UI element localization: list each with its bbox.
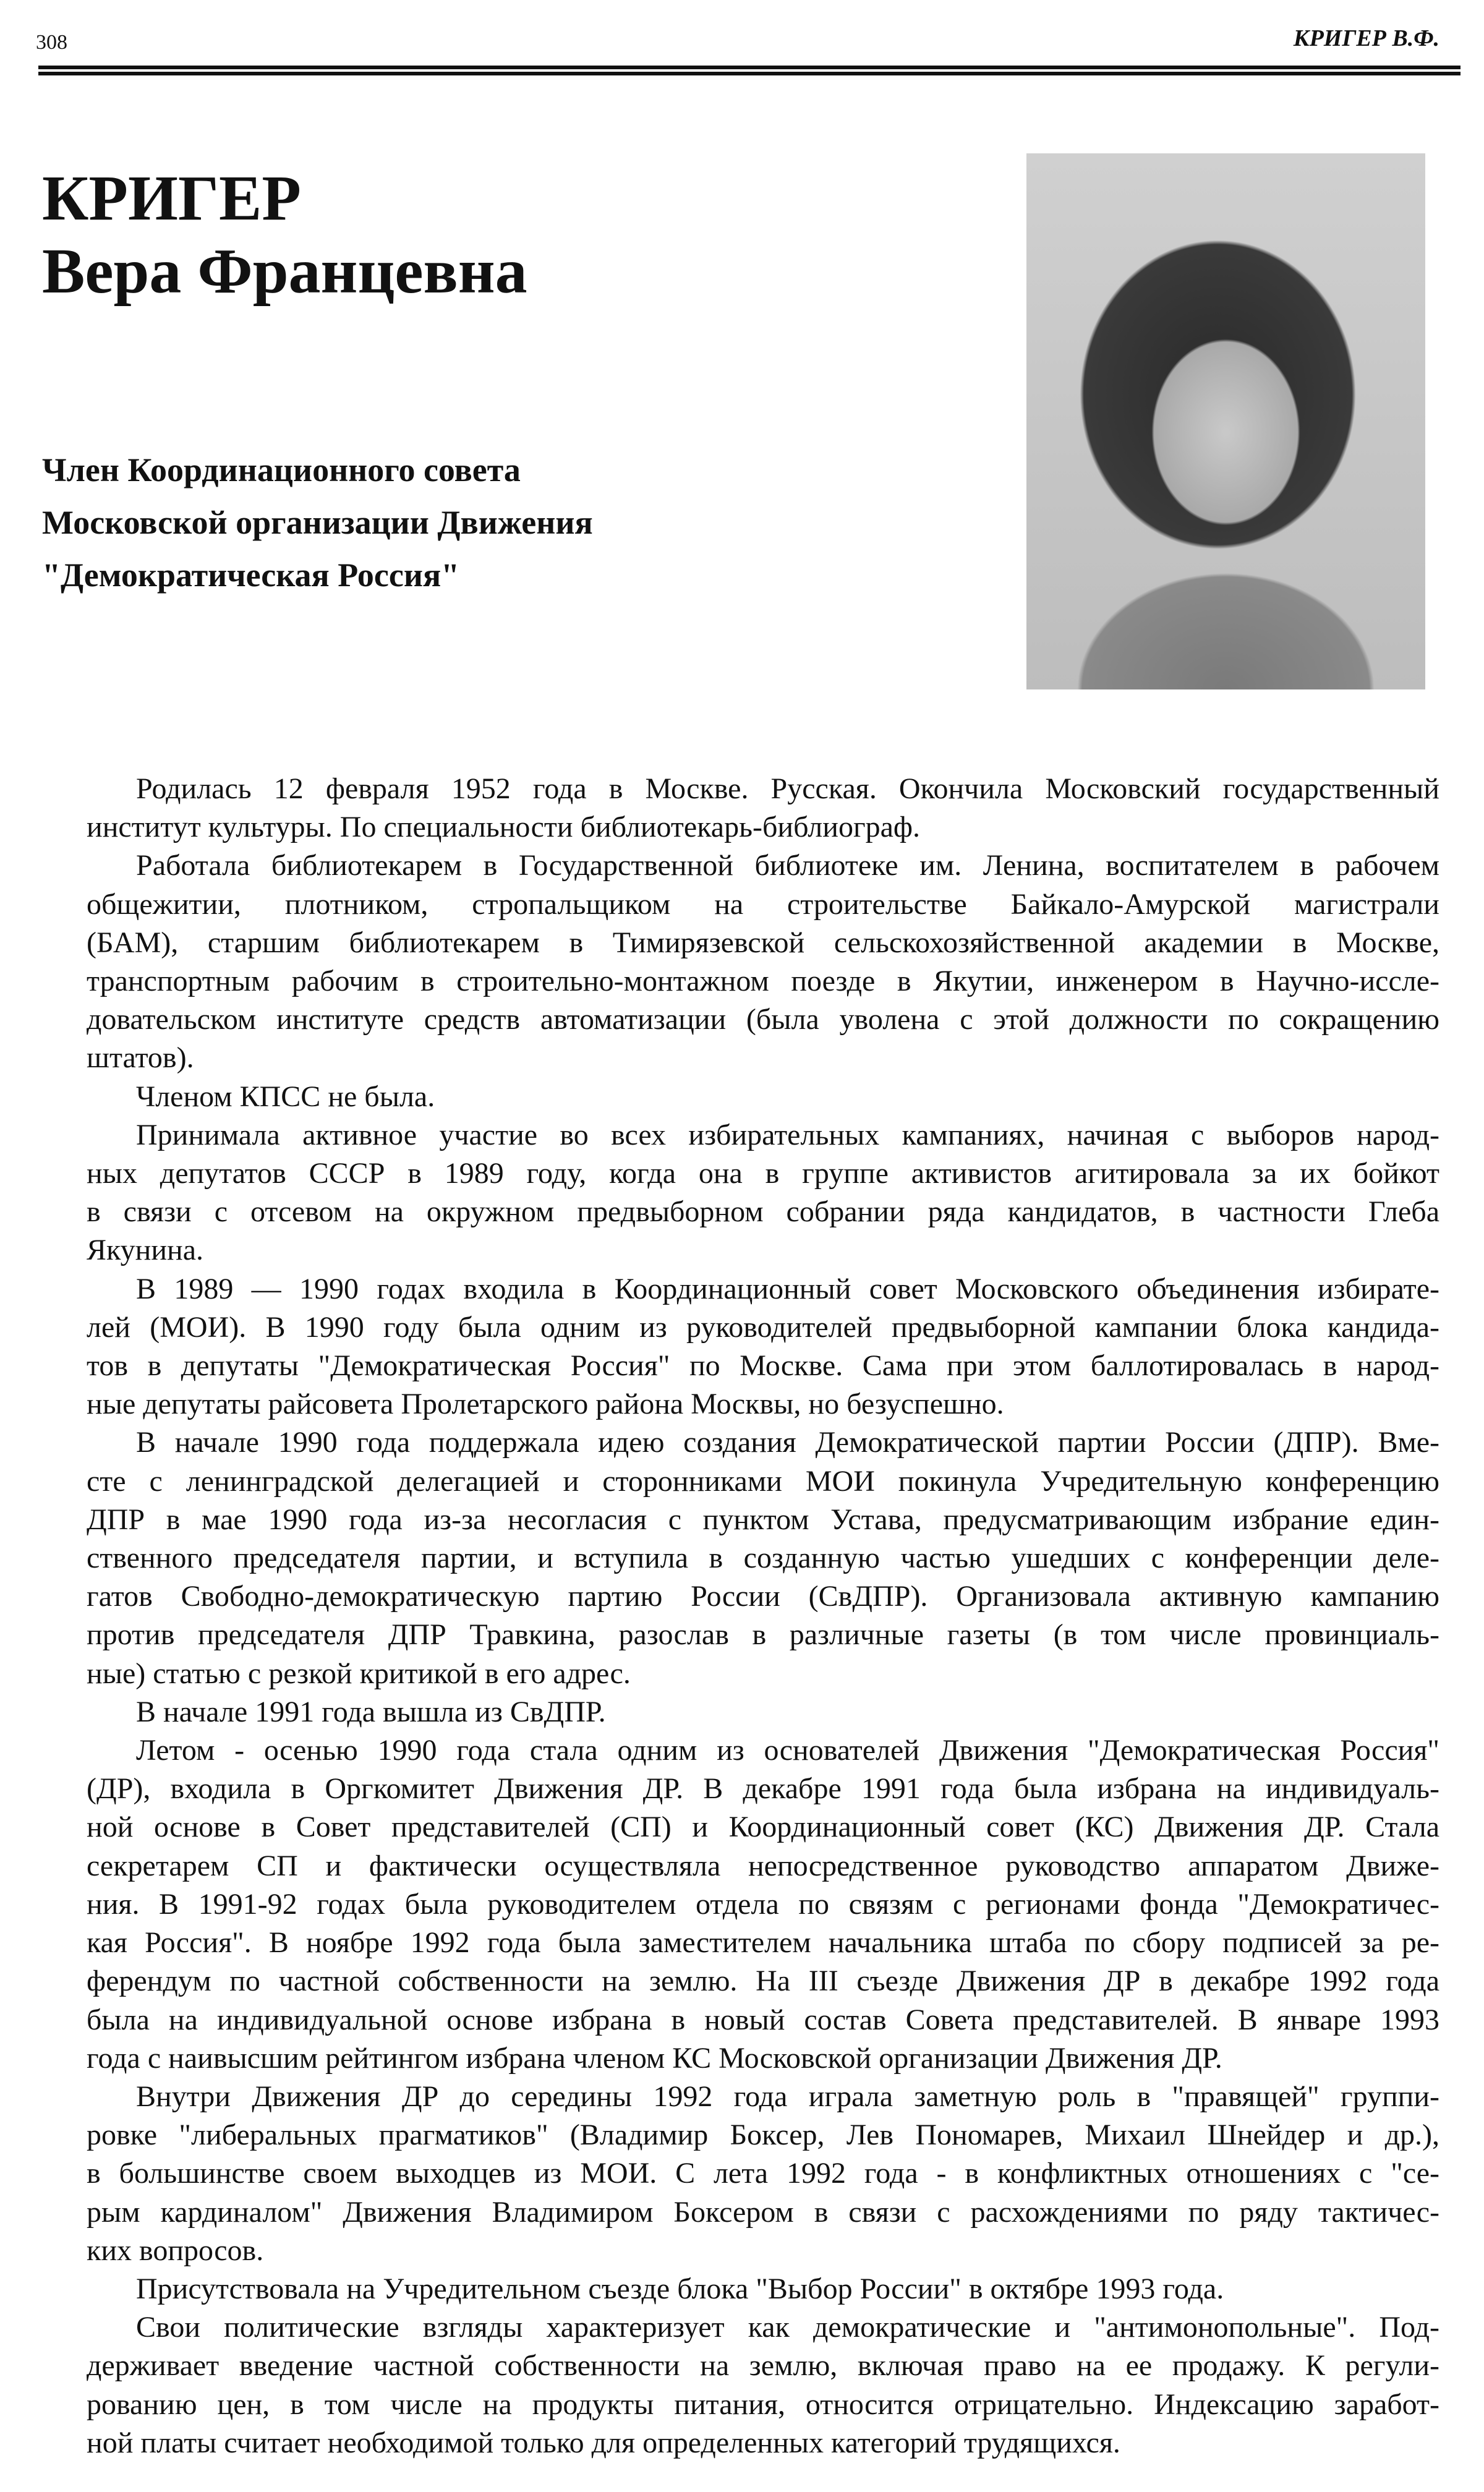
paragraph [87, 1693, 1439, 1731]
text-line: тов в депутаты "Демократическая Россия" по Москве. Сама при этом баллотировалась в народ- [87, 1349, 1439, 1383]
text-line: Присутствовала на Учредительном съезде блока "Выбор России" в октябре 1993 года. [136, 2272, 1224, 2305]
text-line: В 1989 — 1990 годах входила в Координационный совет Московского объединения избирате- [136, 1272, 1439, 1305]
text-line: рым кардиналом" Движения Владимиром Боксером в связи с расхождениями по ряду тактичес- [87, 2195, 1439, 2229]
text-line: Принимала активное участие во всех избирательных кампаниях, начиная с выборов народ- [136, 1118, 1439, 1151]
text-line: (ДР), входила в Оргкомитет Движения ДР. В декабре 1991 года была избрана на индивидуаль- [87, 1772, 1439, 1806]
text-line: Летом - осенью 1990 года стала одним из основателей Движения "Демократическая Россия" [136, 1734, 1439, 1767]
text-line: рованию цен, в том числе на продукты питания, относится отрицательно. Индексацию заработ- [87, 2387, 1439, 2421]
paragraph [87, 1116, 1439, 1270]
text-line: ной платы считает необходимой только для определенных категорий трудящихся. [87, 2426, 1120, 2459]
text-line: ких вопросов. [87, 2234, 264, 2267]
text-line: держивает введение частной собственности на землю, включая право на ее продажу. К регули- [87, 2349, 1439, 2383]
text-line: общежитии, плотником, стропальщиком на строительстве Байкало-Амурской магистрали [87, 887, 1439, 921]
text-line: ной основе в Совет представителей (СП) и Координационный совет (КС) Движения ДР. Стала [87, 1811, 1439, 1844]
position-line: "Демократическая Россия" [42, 557, 460, 594]
surname: КРИГЕР [42, 163, 301, 234]
text-line: ДПР в мае 1990 года из-за несогласия с пунктом Устава, предусматривающим избрание един- [87, 1503, 1439, 1536]
paragraph [87, 2078, 1439, 2270]
text-line: (БАМ), старшим библиотекарем в Тимирязевской сельскохозяйственной академии в Москве, [87, 926, 1439, 959]
text-line: сте с ленинградской делегацией и сторонниками МОИ покинула Учредительную конференцию [87, 1464, 1439, 1498]
header-rule-top [38, 66, 1461, 69]
text-line: ные депутаты райсовета Пролетарского района Москвы, но безуспешно. [87, 1388, 1004, 1421]
text-line: штатов). [87, 1041, 194, 1075]
paragraph [87, 847, 1439, 1077]
text-line: в большинстве своем выходцев из МОИ. С лета 1992 года - в конфликтных отношениях с "се- [87, 2157, 1439, 2190]
text-line: транспортным рабочим в строительно-монтажном поезде в Якутии, инженером в Научно-иссле- [87, 965, 1439, 998]
text-line: в связи с отсевом на окружном предвыборном собрании ряда кандидатов, в частности Глеба [87, 1195, 1439, 1229]
text-line: ных депутатов СССР в 1989 году, когда она в группе активистов агитировала за их бойкот [87, 1157, 1439, 1190]
portrait-photo [1026, 153, 1425, 689]
position-title [42, 444, 593, 602]
paragraph [87, 1270, 1439, 1424]
given-names: Вера Францевна [42, 236, 527, 307]
text-line: Работала библиотекарем в Государственной библиотеке им. Ленина, воспитателем в рабочем [136, 849, 1439, 882]
text-line: против председателя ДПР Травкина, разослав в различные газеты (в том числе провинциаль- [87, 1618, 1439, 1652]
position-line: Московской организации Движения [42, 504, 593, 541]
text-line: ственного председателя партии, и вступила в созданную частью ушедших с конференции деле- [87, 1542, 1439, 1575]
paragraph [87, 2270, 1439, 2308]
text-line: Свои политические взгляды характеризует как демократические и "антимонопольные". Под- [136, 2311, 1439, 2344]
position-line: Член Координационного совета [42, 451, 521, 489]
text-line: кая Россия". В ноябре 1992 года была заместителем начальника штаба по сбору подписей за ре- [87, 1926, 1439, 1960]
text-line: Членом КПСС не была. [136, 1080, 435, 1113]
text-line: довательском институте средств автоматизации (была уволена с этой должности по сокращению [87, 1003, 1439, 1036]
paragraph [87, 1731, 1439, 2078]
text-line: ния. В 1991-92 годах была руководителем отдела по связям с регионами фонда "Демократичес- [87, 1887, 1439, 1921]
text-line: ферендум по частной собственности на землю. На III съезде Движения ДР в декабре 1992 года [87, 1965, 1439, 1998]
text-line: Внутри Движения ДР до середины 1992 года играла заметную роль в "правящей" группи- [136, 2080, 1439, 2113]
text-line: В начале 1991 года вышла из СвДПР. [136, 1695, 606, 1728]
paragraph [87, 2308, 1439, 2462]
text-line: институт культуры. По специальности библиотекарь-библиограф. [87, 811, 921, 844]
text-line: года с наивысшим рейтингом избрана членом КС Московской организации Движения ДР. [87, 2041, 1222, 2075]
person-name [42, 162, 527, 308]
text-line: Родилась 12 февраля 1952 года в Москве. Русская. Окончила Московский государственный [136, 772, 1439, 805]
text-line: гатов Свободно-демократическую партию России (СвДПР). Организовала активную кампанию [87, 1580, 1439, 1613]
running-title: КРИГЕР В.Ф. [1293, 25, 1439, 51]
text-line: В начале 1990 года поддержала идею создания Демократической партии России (ДПР). Вме- [136, 1426, 1439, 1459]
text-line: лей (МОИ). В 1990 году была одним из руководителей предвыборной кампании блока кандида- [87, 1310, 1439, 1344]
text-line: была на индивидуальной основе избрана в новый состав Совета представителей. В январе 1993 [87, 2003, 1439, 2036]
paragraph [87, 1078, 1439, 1116]
header-rule-bottom [38, 72, 1461, 75]
paragraph [87, 770, 1439, 847]
text-line: ровке "либеральных прагматиков" (Владимир Боксер, Лев Пономарев, Михаил Шнейдер и др.), [87, 2119, 1439, 2152]
paragraph [87, 1423, 1439, 1692]
text-line: ные) статью с резкой критикой в его адрес. [87, 1657, 631, 1690]
biography-text [87, 770, 1439, 2462]
text-line: секретарем СП и фактически осуществляла непосредственное руководство аппаратом Движе- [87, 1849, 1439, 1882]
page-number: 308 [36, 31, 67, 54]
text-line: Якунина. [87, 1234, 204, 1267]
